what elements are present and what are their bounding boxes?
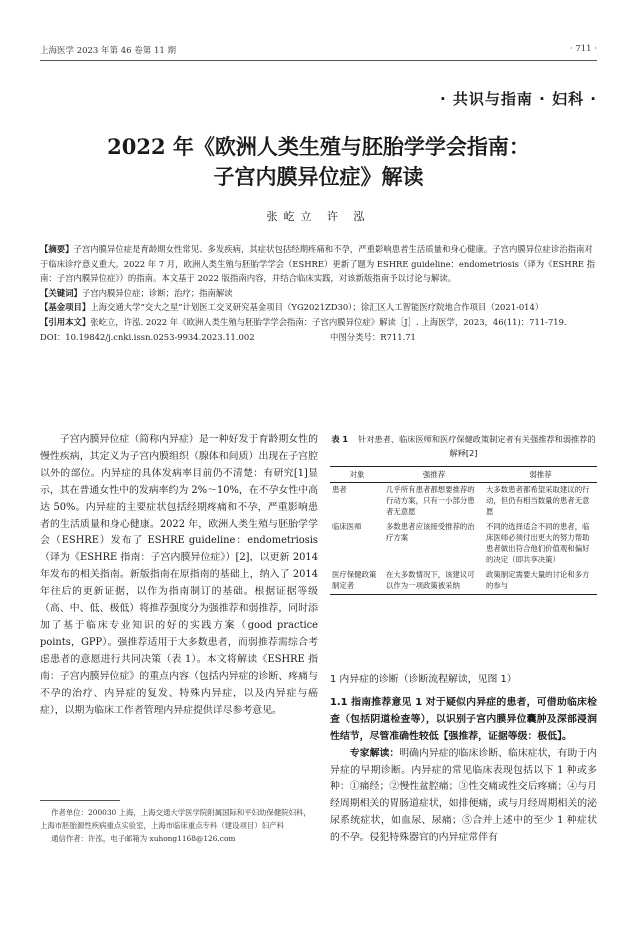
citation-label: 【引用本文】 [40,316,91,327]
table-1 [330,432,597,595]
table-cell: 几乎所有患者都想要推荐的行动方案，只有一小部分患者无意愿 [386,485,475,516]
table-caption [330,432,597,460]
running-head: 上海医学 2023 年第 46 卷第 11 期 [40,46,176,56]
table-cell: 不同的选择适合不同的患者，临床医师必须付出更大的努力帮助患者做出符合他们价值观和偏好的决定（即共享决策） [486,522,590,564]
expert-commentary [330,746,597,847]
table-cell: 政策制定需要大量的讨论和多方的参与 [484,568,597,595]
table-row [330,568,597,595]
article-meta [40,242,597,344]
fund-label: 【基金项目】 [40,302,91,313]
table-row [330,520,597,568]
section-heading: 1 内异症的诊断（诊断流程解读，见图 1） [330,674,517,685]
intro-paragraph: 子宫内膜异位症（简称内异症）是一种好发于育龄期女性的慢性疾病，其定义为子宫内膜组织（腺体和间质）出现在子宫腔以外的部位。内异症的具体发病率目前仍不清楚：有研究[1]显示，其在普通女性中的发病率约为 2%～10%，在不孕女性中高达 50%。内异症的主要症状包括经期疼痛和不孕，严重影响患者的生活质量和身心健康。2022 年，欧洲人类生殖与胚胎学学会（ESHRE）发布了 ESHRE guideline：endometriosis（译为《ESHRE 指南：子宫内膜异位症》）[2]，以更新 2014 年发布的相关指南。新版指南在原指南的基础上，纳入了 2014 年往后的更新证据，以作为指南制订的基础。根据证据等级（高、中、低、极低）将推荐强度分为强推荐和弱推荐，同时添加了基于临床专业知识的好的实践方案（good practice points，GPP）。强推荐适用于大多数患者，而弱推荐需综合考虑患者的意愿进行共同决策（表 1）。本文将解读《ESHRE 指南：子宫内膜异位症》的重点内容（包括内异症的诊断、疼痛与不孕的治疗、内异症的复发、特殊内异症，以及内异症与癌症），以期为临床工作者管理内异症提供详尽参考意见。 [40,434,318,716]
identifiers [40,330,597,345]
citation [40,315,597,330]
table-header-row [330,467,597,483]
table-caption-text: 针对患者、临床医师和医疗保健政策制定者有关强推荐和弱推荐的解释[2] [358,434,596,458]
table-header-cell: 强推荐 [384,467,484,483]
keywords-text: 子宫内膜异位症；诊断；治疗；指南解读 [81,287,233,298]
expert-label: 专家解读： [349,747,400,759]
body-left-column [40,432,318,719]
table-number: 表 1 [331,434,349,444]
table-cell: 临床医师 [332,522,362,531]
keywords-label: 【关键词】 [40,287,82,298]
fund [40,300,597,315]
table-row [330,483,597,521]
fund-text: 上海交通大学“交大之星”计划医工交叉研究基金项目（YG2021ZD30）；徐汇区人工智能医疗院地合作项目（2021-014） [90,302,544,313]
recommendation-1: 1.1 指南推荐意见 1 对于疑似内异症的患者，可借助临床检查（包括阴道检查等），以识别子宫内膜异位囊肿及深部浸润性结节，尽管准确性较低【强推荐，证据等级：极低】。 [330,696,597,742]
column-tag: · 共识与指南 · 妇科 · [440,90,597,108]
expert-text: 明确内异症的临床诊断、临床症状，有助于内异症的早期诊断。内异症的常见临床表现包括以下 1 种或多种：①痛经；②慢性盆腔痛；③性交痛或性交后疼痛；④与月经周期相关的胃肠道症状，如排便痛，或与月经周期相关的泌尿系统症状，如血尿、尿痛；⑤合并上述中的至少 1 种症状的不孕。侵犯特殊器官的内异症常伴有 [330,747,597,844]
header-rule [40,60,597,61]
table-cell: 大多数患者都希望采取建议的行动，但仍有相当数量的患者无意愿 [486,485,590,516]
correspondence: 通信作者：许泓，电子邮箱为 xuhong1168@126.com [51,834,236,843]
authors: 张屹立 许 泓 [266,210,371,223]
abstract-label: 【摘要】 [40,244,74,254]
citation-text: 张屹立，许泓. 2022 年《欧洲人类生殖与胚胎学学会指南：子宫内膜异位症》解读［J］. 上海医学，2023，46(11)：711-719. [90,316,567,327]
table-header-cell: 对象 [330,467,384,483]
abstract [40,242,597,286]
title-line-1: 2022 年《欧洲人类生殖与胚胎学学会指南： [107,134,530,159]
body-right-column [330,672,597,847]
keywords [40,286,597,301]
title-line-2: 子宫内膜异位症》解读 [213,164,424,189]
table-header-cell: 弱推荐 [484,467,597,483]
author-affiliation: 作者单位：200030 上海，上海交通大学医学院附属国际和平妇幼保健院妇科，上海市胚胎源性疾病重点实验室，上海市临床重点专科（建设项目）妇产科 [40,808,311,830]
clc-number: 中图分类号：R711.71 [330,331,416,342]
footnote-rule [40,800,120,801]
recommendation-table [330,466,597,595]
table-cell: 在大多数情况下，该建议可以作为一项政策被采纳 [384,568,484,595]
article-title [40,132,597,192]
table-cell: 患者 [332,485,347,494]
doi: DOI：10.19842/j.cnki.issn.0253-9934.2023.11.002 [40,331,255,342]
page-number: · 711 · [569,44,597,54]
abstract-text: 子宫内膜异位症是育龄期女性常见、多发疾病，其症状包括经期疼痛和不孕，严重影响患者生活质量和身心健康。子宫内膜异位症诊治指南对于临床诊疗意义重大。2022 年 7 月，欧洲人类生殖与胚胎学学会（ESHRE）更新了题为 ESHRE guideline：endometriosis（译为《ESHRE 指南：子宫内膜异位症》）的指南。本文基于 2022 版指南内容，并结合临床实践，对该新版指南予以讨论与解读。 [40,244,596,284]
table-cell: 医疗保健政策制定者 [330,568,384,595]
footnote [40,806,318,845]
table-cell: 多数患者应该接受推荐的治疗方案 [386,522,475,542]
